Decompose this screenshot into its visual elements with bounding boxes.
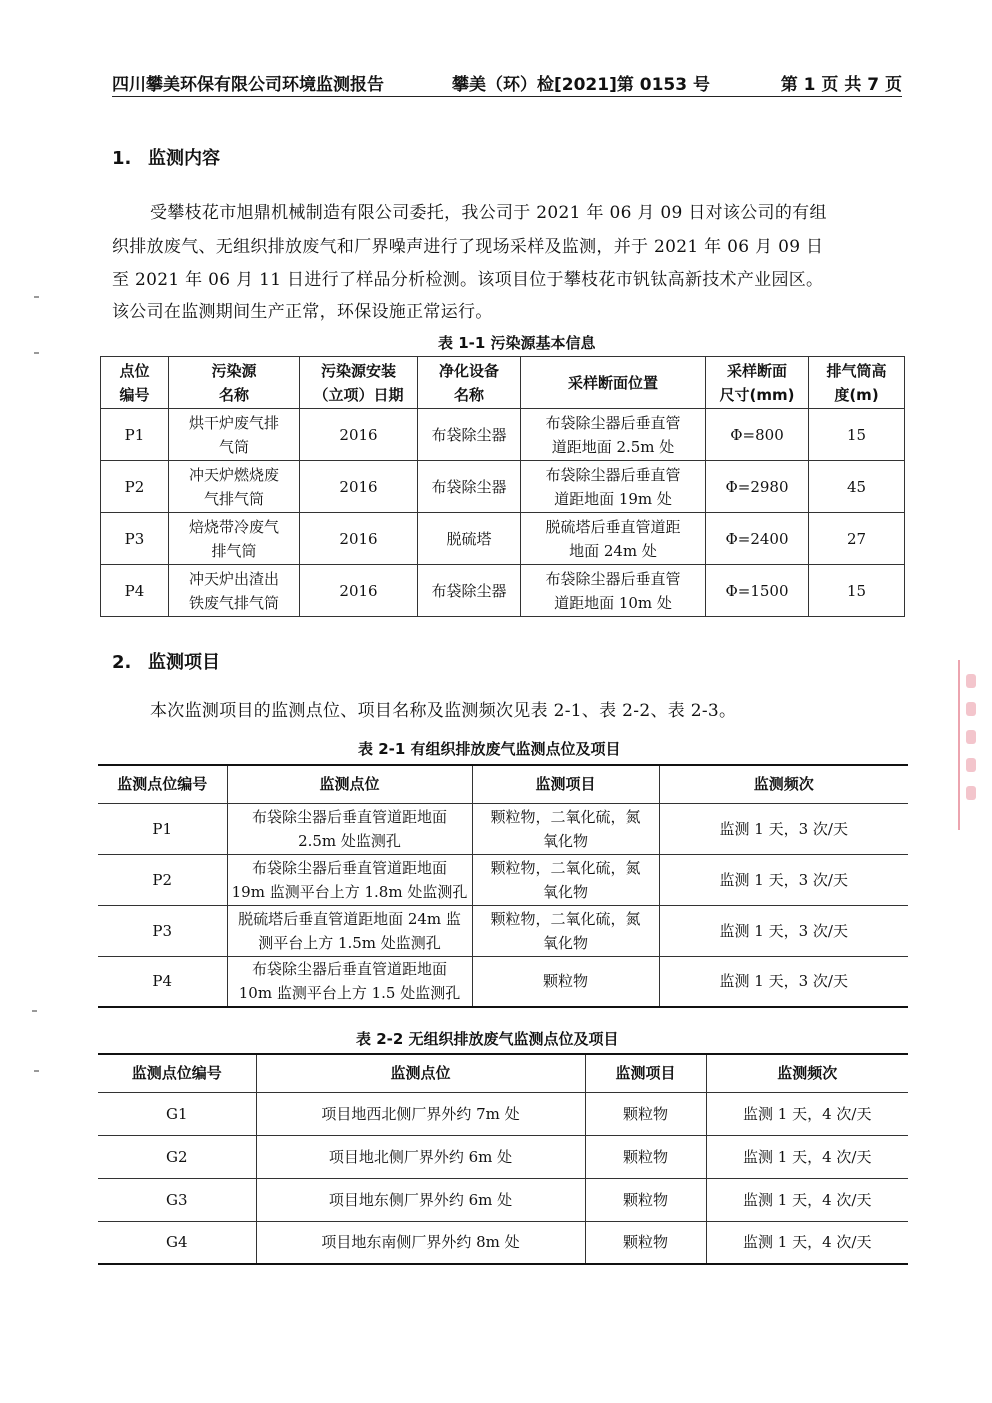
scan-speck — [34, 296, 39, 298]
scan-speck — [34, 1070, 39, 1072]
cell-frequency: 监测 1 天，4 次/天 — [706, 1092, 908, 1135]
cell-id: P4 — [98, 956, 227, 1007]
page-info: 第 1 页 共 7 页 — [780, 75, 902, 95]
header-cell: 采样断面位置 — [521, 357, 706, 409]
section-2-title: 监测项目 — [148, 652, 220, 673]
table-header-row — [98, 1054, 908, 1092]
cell-location: 项目地东侧厂界外约 6m 处 — [256, 1178, 585, 1221]
cell-location: 项目地北侧厂界外约 6m 处 — [256, 1135, 585, 1178]
cell-id: P4 — [101, 565, 169, 617]
cell-item: 颗粒物 — [585, 1092, 706, 1135]
cell-date: 2016 — [300, 409, 418, 461]
cell-id: G1 — [98, 1092, 256, 1135]
cell-id: P2 — [98, 854, 227, 905]
header-cell: 监测频次 — [659, 765, 908, 803]
table-header-row — [101, 357, 905, 409]
header-cell: 污染源安装 （立项）日期 — [300, 357, 418, 409]
cell-frequency: 监测 1 天，4 次/天 — [706, 1178, 908, 1221]
cell-date: 2016 — [300, 461, 418, 513]
cell-name: 冲天炉出渣出 铁废气排气筒 — [169, 565, 300, 617]
table-row — [98, 956, 908, 1007]
header-cell: 监测点位 — [256, 1054, 585, 1092]
header-cell: 监测点位 — [227, 765, 472, 803]
header-cell: 点位 编号 — [101, 357, 169, 409]
cell-location: 脱硫塔后垂直管道距地面 24m 监 测平台上方 1.5m 处监测孔 — [227, 905, 472, 956]
table-row — [101, 513, 905, 565]
section-1-line: 受攀枝花市旭鼎机械制造有限公司委托，我公司于 2021 年 06 月 09 日对该公司的有组 — [150, 203, 827, 223]
cell-item: 颗粒物 — [585, 1221, 706, 1264]
section-1-line: 该公司在监测期间生产正常，环保设施正常运行。 — [112, 302, 493, 322]
page-header — [112, 70, 902, 97]
cell-item: 颗粒物 — [585, 1135, 706, 1178]
header-cell: 监测项目 — [585, 1054, 706, 1092]
seal-stamp-fragment — [958, 660, 986, 830]
header-cell: 排气筒高 度(m) — [809, 357, 905, 409]
cell-position: 布袋除尘器后垂直管 道距地面 19m 处 — [521, 461, 706, 513]
cell-item: 颗粒物 — [585, 1178, 706, 1221]
cell-id: G4 — [98, 1221, 256, 1264]
cell-id: P3 — [101, 513, 169, 565]
cell-frequency: 监测 1 天，3 次/天 — [659, 956, 908, 1007]
cell-location: 布袋除尘器后垂直管道距地面 2.5m 处监测孔 — [227, 803, 472, 854]
cell-frequency: 监测 1 天，4 次/天 — [706, 1221, 908, 1264]
cell-frequency: 监测 1 天，3 次/天 — [659, 803, 908, 854]
section-1-number: 1. — [112, 148, 132, 169]
cell-height: 27 — [809, 513, 905, 565]
organized-emission-table — [98, 764, 908, 1008]
cell-location: 项目地东南侧厂界外约 8m 处 — [256, 1221, 585, 1264]
table-2-2-caption: 表 2-2 无组织排放废气监测点位及项目 — [356, 1030, 619, 1048]
pollution-source-table — [100, 356, 905, 617]
section-1-line: 至 2021 年 06 月 11 日进行了样品分析检测。该项目位于攀枝花市钒钛高新技术产业园区。 — [112, 270, 824, 290]
table-row — [98, 905, 908, 956]
cell-device: 布袋除尘器 — [418, 461, 521, 513]
header-cell: 监测点位编号 — [98, 1054, 256, 1092]
cell-device: 布袋除尘器 — [418, 565, 521, 617]
table-row — [98, 1178, 908, 1221]
report-number: 攀美（环）检[2021]第 0153 号 — [452, 75, 711, 95]
cell-device: 布袋除尘器 — [418, 409, 521, 461]
cell-id: G3 — [98, 1178, 256, 1221]
section-2-heading — [112, 648, 220, 674]
table-2-1-caption: 表 2-1 有组织排放废气监测点位及项目 — [358, 740, 621, 758]
cell-id: P3 — [98, 905, 227, 956]
cell-items: 颗粒物，二氧化硫，氮 氧化物 — [472, 854, 659, 905]
cell-frequency: 监测 1 天，4 次/天 — [706, 1135, 908, 1178]
header-cell: 监测点位编号 — [98, 765, 227, 803]
table-row — [98, 1221, 908, 1264]
cell-date: 2016 — [300, 513, 418, 565]
fugitive-emission-table — [98, 1053, 908, 1265]
table-row — [98, 854, 908, 905]
cell-frequency: 监测 1 天，3 次/天 — [659, 854, 908, 905]
cell-id: G2 — [98, 1135, 256, 1178]
cell-items: 颗粒物，二氧化硫，氮 氧化物 — [472, 803, 659, 854]
table-row — [101, 461, 905, 513]
cell-items: 颗粒物 — [472, 956, 659, 1007]
header-cell: 监测项目 — [472, 765, 659, 803]
cell-height: 15 — [809, 565, 905, 617]
table-row — [98, 1135, 908, 1178]
cell-frequency: 监测 1 天，3 次/天 — [659, 905, 908, 956]
header-cell: 监测频次 — [706, 1054, 908, 1092]
table-row — [101, 565, 905, 617]
cell-date: 2016 — [300, 565, 418, 617]
section-2-number: 2. — [112, 652, 132, 673]
table-header-row — [98, 765, 908, 803]
cell-size: Φ=800 — [706, 409, 809, 461]
cell-location: 项目地西北侧厂界外约 7m 处 — [256, 1092, 585, 1135]
header-cell: 净化设备 名称 — [418, 357, 521, 409]
table-row — [98, 1092, 908, 1135]
cell-location: 布袋除尘器后垂直管道距地面 10m 监测平台上方 1.5 处监测孔 — [227, 956, 472, 1007]
cell-position: 布袋除尘器后垂直管 道距地面 2.5m 处 — [521, 409, 706, 461]
cell-height: 15 — [809, 409, 905, 461]
cell-location: 布袋除尘器后垂直管道距地面 19m 监测平台上方 1.8m 处监测孔 — [227, 854, 472, 905]
section-1-heading — [112, 144, 220, 170]
header-cell: 采样断面 尺寸(mm) — [706, 357, 809, 409]
table-row — [101, 409, 905, 461]
header-cell: 污染源 名称 — [169, 357, 300, 409]
cell-size: Φ=2980 — [706, 461, 809, 513]
company-title: 四川攀美环保有限公司环境监测报告 — [112, 75, 384, 95]
table-row — [98, 803, 908, 854]
cell-height: 45 — [809, 461, 905, 513]
table-1-1-caption: 表 1-1 污染源基本信息 — [438, 334, 596, 352]
cell-position: 布袋除尘器后垂直管 道距地面 10m 处 — [521, 565, 706, 617]
scan-speck — [32, 1010, 37, 1012]
cell-size: Φ=1500 — [706, 565, 809, 617]
cell-device: 脱硫塔 — [418, 513, 521, 565]
cell-id: P1 — [101, 409, 169, 461]
cell-id: P2 — [101, 461, 169, 513]
section-1-line: 织排放废气、无组织排放废气和厂界噪声进行了现场采样及监测，并于 2021 年 06 月 09 日 — [112, 237, 824, 257]
cell-size: Φ=2400 — [706, 513, 809, 565]
cell-items: 颗粒物，二氧化硫，氮 氧化物 — [472, 905, 659, 956]
cell-position: 脱硫塔后垂直管道距 地面 24m 处 — [521, 513, 706, 565]
section-1-title: 监测内容 — [148, 148, 220, 169]
cell-id: P1 — [98, 803, 227, 854]
cell-name: 冲天炉燃烧废 气排气筒 — [169, 461, 300, 513]
section-2-line: 本次监测项目的监测点位、项目名称及监测频次见表 2-1、表 2-2、表 2-3。 — [150, 701, 737, 721]
scan-speck — [34, 352, 39, 354]
cell-name: 烘干炉废气排 气筒 — [169, 409, 300, 461]
cell-name: 焙烧带冷废气 排气筒 — [169, 513, 300, 565]
